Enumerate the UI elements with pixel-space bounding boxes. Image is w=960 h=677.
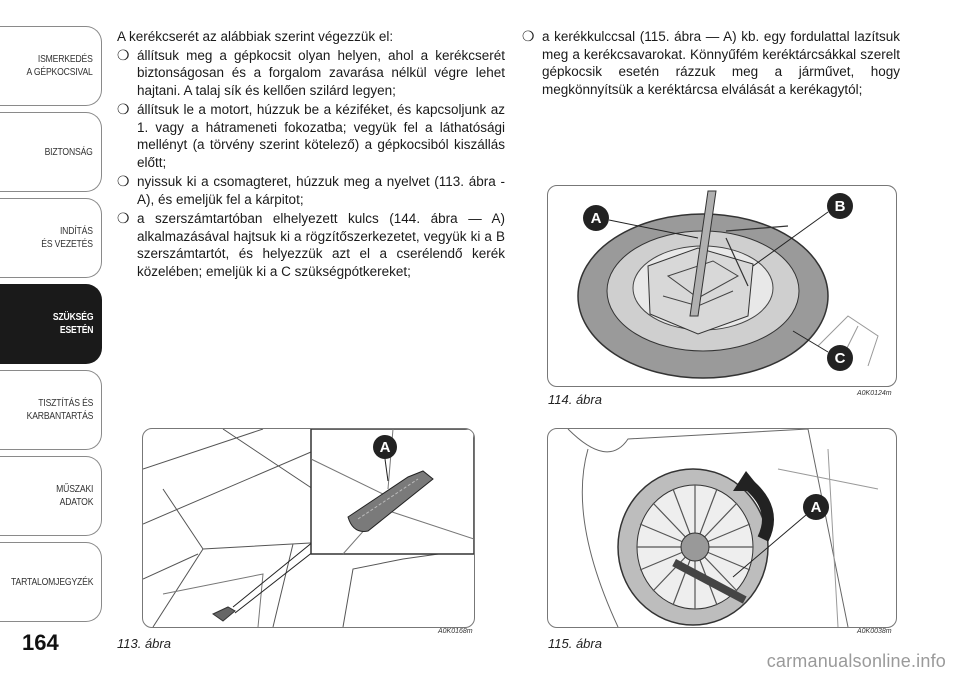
callout-b: B	[834, 198, 846, 215]
list-item	[117, 173, 505, 208]
tab-label: MŰSZAKI ADATOK	[55, 483, 93, 508]
tab-label: TISZTÍTÁS ÉS KARBANTARTÁS	[26, 397, 93, 422]
figure-code: A0K0038m	[857, 628, 892, 635]
tab-ismerkedes[interactable]	[0, 26, 102, 106]
trunk-tab-illustration	[143, 429, 474, 627]
wheel-wrench-illustration	[548, 429, 896, 627]
bullet-icon: ❍	[117, 46, 130, 63]
left-text-column	[117, 28, 505, 282]
list-item-text: állítsuk meg a gépkocsit olyan helyen, ahol a kerékcserét biztonságosan és a forgalom zavarása nélkül végre lehet hajtani. A talaj sík és kellően szilárd legyen;	[137, 47, 505, 98]
list-item-text: a szerszámtartóban elhelyezett kulcs (144. ábra — A) alkalmazásával hajtsuk ki a rögzítőszerkezetet, vegyük ki a B szerszámtartót, és helyezzük azt el a cserélendő kerék közelében; emeljük ki a C szükségpótkereket;	[137, 211, 505, 279]
tab-label: SZÜKSÉG ESETÉN	[52, 311, 93, 336]
step-list	[117, 47, 505, 281]
list-item-text: a kerékkulccsal (115. ábra — A) kb. egy fordulattal lazítsuk meg a kerékcsavarokat. Könnyűfém keréktárcsákkal szerelt gépkocsik esetén rázzuk meg a járművet, hogy megkönnyítsük a keréktárcsa elválását a kerékagytól;	[542, 29, 900, 97]
list-item	[117, 101, 505, 171]
watermark-logo: carmanualsonline.info	[766, 651, 946, 671]
list-item	[522, 28, 900, 98]
tab-label: TARTALOMJEGYZÉK	[10, 575, 93, 588]
right-text-column	[522, 28, 900, 100]
callout-c: C	[834, 350, 846, 367]
tab-muszaki-adatok[interactable]	[0, 456, 102, 536]
tab-inditas[interactable]	[0, 198, 102, 278]
figure-caption: 114. ábra	[548, 392, 602, 407]
list-item-text: állítsuk le a motort, húzzuk be a kéziféket, és kapcsoljunk az 1. vagy a hátrameneti fokozatba; vegyük fel a láthatósági mellényt (a törvény szerint kötelező) a gépkocsiból kiszállás előtt;	[137, 102, 505, 170]
bullet-icon: ❍	[117, 210, 130, 226]
figure-115	[547, 428, 897, 628]
bullet-icon: ❍	[117, 101, 130, 117]
intro-text: A kerékcserét az alábbiak szerint végezzük el:	[117, 29, 394, 44]
figure-caption: 113. ábra	[117, 636, 171, 651]
list-item	[117, 47, 505, 100]
tab-szukseg-eseten[interactable]	[0, 284, 102, 364]
tab-label: ISMERKEDÉS A GÉPKOCSIVAL	[26, 53, 93, 78]
spare-wheel-illustration	[548, 186, 896, 386]
tab-biztonsag[interactable]	[0, 112, 102, 192]
figure-114	[547, 185, 897, 387]
step-list	[522, 28, 900, 98]
figure-code: A0K0124m	[857, 390, 892, 397]
list-item-text: nyissuk ki a csomagteret, húzzuk meg a nyelvet (113. ábra - A), és emeljük fel a kárpitot;	[137, 174, 505, 207]
list-item	[117, 210, 505, 280]
chapter-tabs	[0, 26, 102, 628]
page-number: 164	[22, 630, 59, 655]
callout-a: A	[810, 499, 822, 516]
callout-a: A	[590, 210, 602, 227]
bullet-icon: ❍	[117, 173, 130, 189]
tab-label: BIZTONSÁG	[44, 145, 93, 158]
tab-label: INDÍTÁS ÉS VEZETÉS	[41, 225, 93, 250]
tab-tisztitas[interactable]	[0, 370, 102, 450]
figure-code: A0K0168m	[438, 628, 473, 635]
bullet-icon: ❍	[522, 28, 535, 44]
figure-113	[142, 428, 475, 628]
tab-tartalomjegyzek[interactable]	[0, 542, 102, 622]
callout-a: A	[379, 439, 391, 456]
figure-caption: 115. ábra	[548, 636, 602, 651]
